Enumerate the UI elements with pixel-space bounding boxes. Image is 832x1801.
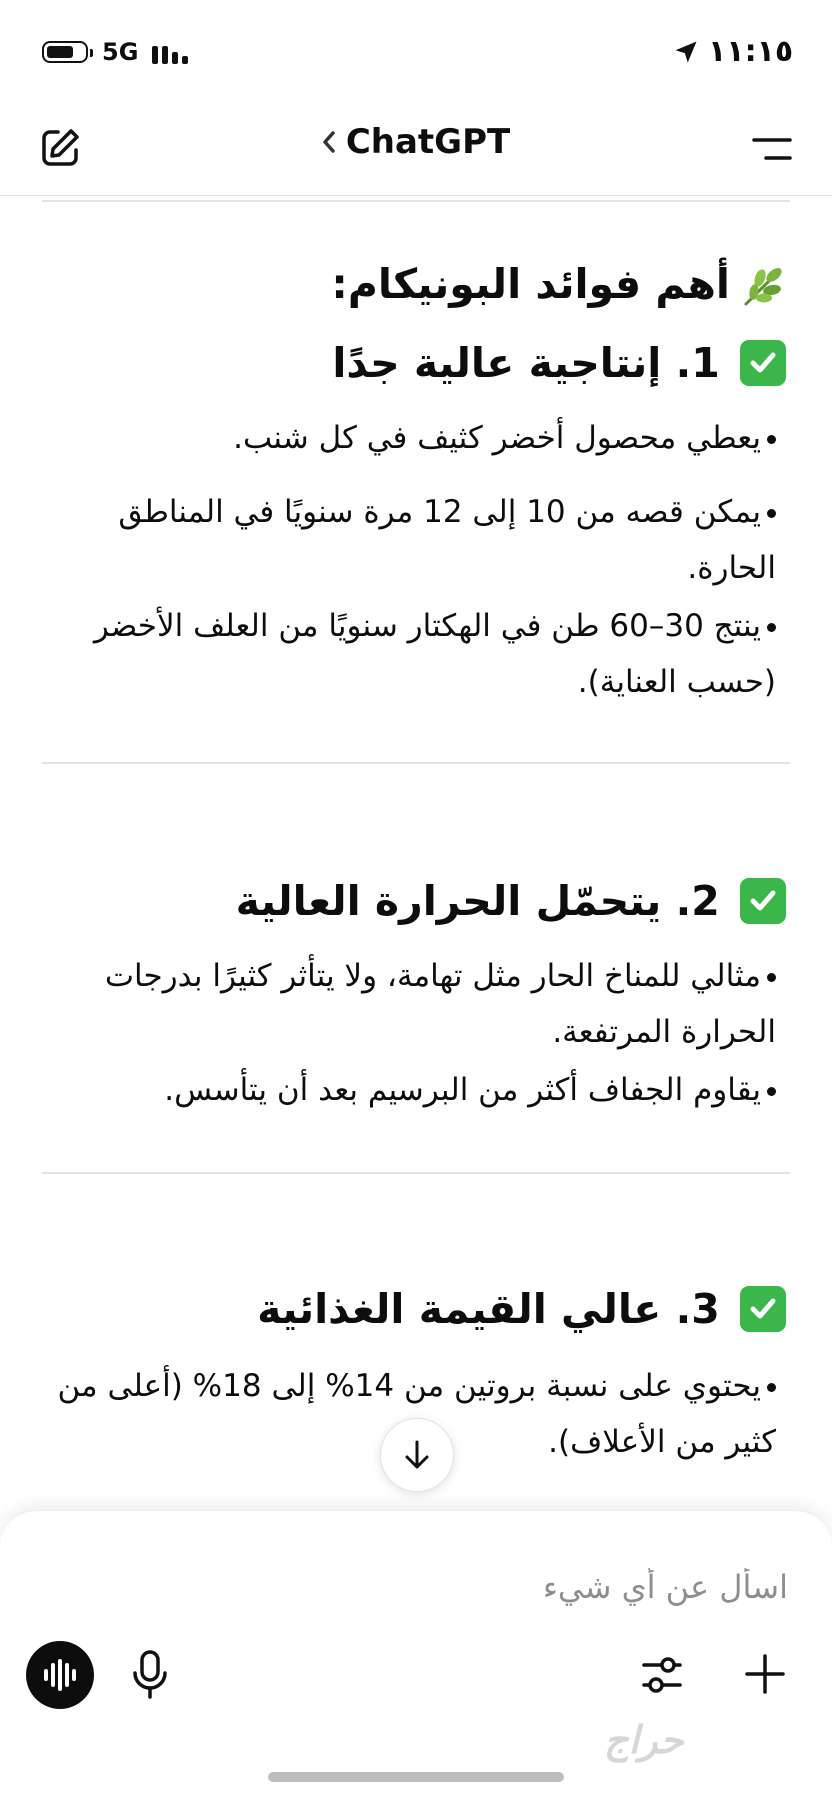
list-item	[56, 598, 776, 710]
clock: ١١:١٥	[708, 34, 794, 69]
main-heading	[331, 260, 786, 310]
watermark: حراج	[604, 1718, 684, 1762]
main-heading-text: أهم فوائد البونيكام:	[331, 260, 730, 308]
home-indicator[interactable]	[268, 1772, 564, 1782]
check-mark-icon	[740, 340, 786, 386]
section-heading	[332, 336, 786, 387]
list-item-text: يعطي محصول أخضر كثيف في كل شنب.	[233, 420, 761, 456]
divider	[42, 200, 790, 202]
herb-icon	[740, 264, 786, 310]
section-title: يتحمّل الحرارة العالية	[235, 877, 662, 925]
microphone-icon[interactable]	[130, 1649, 170, 1701]
divider	[42, 1172, 790, 1174]
section-number: 1.	[675, 339, 720, 387]
chevron-left-icon	[322, 130, 336, 154]
list-item	[56, 948, 776, 1060]
location-arrow-icon	[672, 38, 700, 66]
message-input[interactable]	[146, 1567, 790, 1607]
scroll-down-button[interactable]	[380, 1418, 454, 1492]
section-heading	[257, 1282, 786, 1333]
list-item-text: يقاوم الجفاف أكثر من البرسيم بعد أن يتأسس.	[164, 1072, 761, 1108]
model-selector[interactable]	[0, 122, 832, 162]
list-item-text: يمكن قصه من 10 إلى 12 مرة سنويًا في المناطق الحارة.	[118, 494, 776, 586]
check-mark-icon	[740, 878, 786, 924]
section-heading	[236, 874, 786, 925]
list-item	[56, 484, 776, 596]
network-type: 5G	[102, 38, 139, 66]
section-title: إنتاجية عالية جدًا	[332, 339, 662, 387]
section-number: 2.	[675, 877, 720, 925]
status-bar	[0, 0, 832, 100]
chat-content	[0, 196, 832, 1516]
list-item-text: ينتج 30–60 طن في الهكتار سنويًا من العلف الأخضر (حسب العناية).	[93, 608, 776, 700]
check-mark-icon	[740, 1286, 786, 1332]
sliders-icon[interactable]	[638, 1651, 686, 1699]
waveform-icon	[42, 1659, 78, 1691]
list-item	[56, 410, 776, 466]
section-title: عالي القيمة الغذائية	[257, 1285, 662, 1333]
plus-icon[interactable]	[742, 1651, 788, 1697]
list-item-text: يحتوي على نسبة بروتين من 14% إلى 18% (أعلى من كثير من الأعلاف).	[57, 1368, 776, 1460]
app-title: ChatGPT	[345, 122, 511, 162]
nav-bar	[0, 100, 832, 196]
composer	[0, 1510, 832, 1801]
divider	[42, 762, 790, 764]
list-item	[56, 1062, 776, 1118]
voice-mode-button[interactable]	[26, 1641, 94, 1709]
battery-icon	[42, 41, 88, 63]
signal-icon	[152, 40, 192, 64]
list-item-text: مثالي للمناخ الحار مثل تهامة، ولا يتأثر كثيرًا بدرجات الحرارة المرتفعة.	[104, 958, 776, 1050]
arrow-down-icon	[403, 1439, 431, 1471]
menu-icon[interactable]	[750, 132, 794, 166]
section-number: 3.	[675, 1285, 720, 1333]
